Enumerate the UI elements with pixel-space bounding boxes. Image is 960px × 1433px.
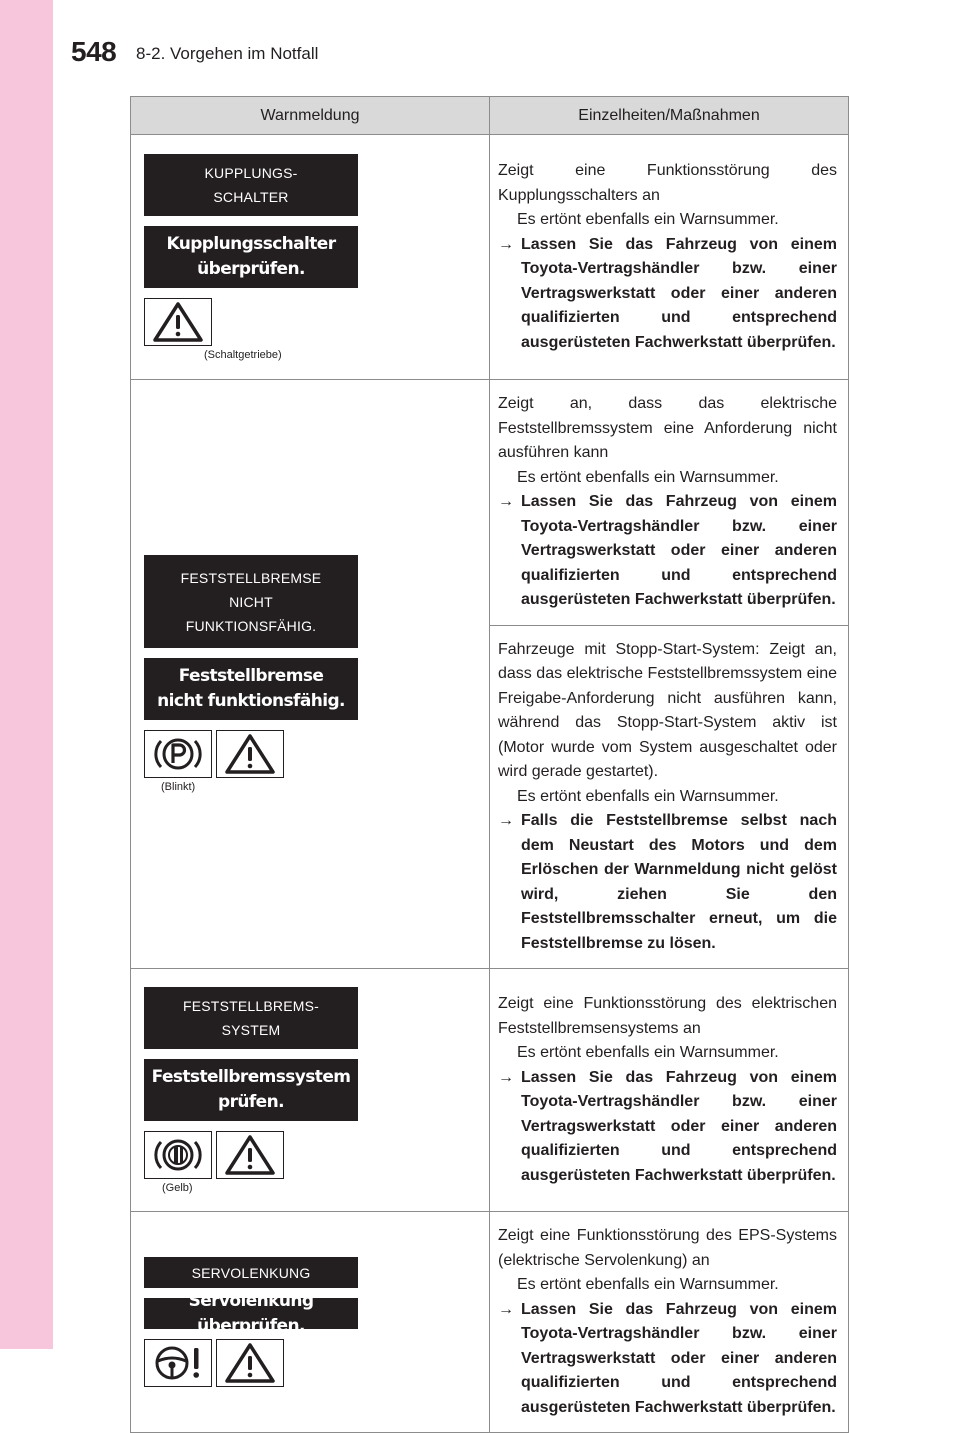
icon-row [144, 298, 489, 346]
description-text: Zeigt eine Funktionsstörung des EPS-Systems (elektrische Servolenkung) an [498, 1227, 837, 1269]
message-display-plain: KUPPLUNGS- SCHALTER [144, 154, 358, 216]
action-text [498, 490, 837, 613]
warning-message-table [130, 96, 849, 1433]
icon-row [144, 1339, 489, 1387]
side-color-strip [0, 0, 53, 1349]
table-row [131, 380, 849, 626]
arrow-icon: → [498, 1068, 514, 1086]
arrow-icon: → [498, 235, 514, 253]
brake-system-icon [144, 1131, 212, 1179]
table-row [131, 135, 849, 380]
icon-row [144, 1131, 489, 1179]
icon-note: (Blinkt) [161, 781, 196, 793]
icon-note: (Gelb) [162, 1181, 193, 1194]
header-warning-message: Warnmeldung [131, 97, 490, 135]
action-text [498, 1066, 837, 1189]
message-display-stylized: Feststellbremssystem prüfen. [144, 1059, 358, 1121]
message-cell [131, 380, 490, 969]
message-display-stylized: Kupplungsschalter überprüfen. [144, 226, 358, 288]
warning-triangle-icon [216, 1131, 284, 1179]
arrow-icon: → [498, 812, 514, 829]
page-number: 548 [71, 36, 117, 67]
warning-buzzer-note: Es ertönt ebenfalls ein Warnsummer. [517, 787, 779, 805]
arrow-icon: → [498, 493, 514, 510]
action-label: Lassen Sie das Fahrzeug von einem Toyota-Vertragshändler bzw. einer Vertragswerkstatt oder einer anderen qualifizierten und entsprechend ausgerüsteten Fachwerkstatt überprüfen. [521, 493, 837, 608]
icon-note: (Schaltgetriebe) [204, 348, 282, 361]
section-title: 8-2. Vorgehen im Notfall [136, 44, 319, 63]
warning-buzzer-note: Es ertönt ebenfalls ein Warnsummer. [517, 1276, 779, 1293]
table-header-row [131, 97, 849, 135]
warning-triangle-icon [216, 730, 284, 778]
power-steering-icon [144, 1339, 212, 1387]
header-details-actions: Einzelheiten/Maßnahmen [490, 97, 849, 135]
warning-buzzer-note: Es ertönt ebenfalls ein Warnsummer. [517, 1044, 779, 1061]
details-cell [490, 1212, 849, 1433]
parking-brake-icon [144, 730, 212, 778]
details-cell [490, 380, 849, 626]
details-cell [490, 135, 849, 380]
arrow-icon: → [498, 1300, 514, 1318]
action-label: Falls die Feststellbremse selbst nach dem Neustart des Motors und dem Erlöschen der Warnmeldung nicht gelöst wird, ziehen Sie den Feststellbremsschalter erneut, um die Feststellbremse zu lösen. [521, 812, 837, 952]
action-label: Lassen Sie das Fahrzeug von einem Toyota-Vertragshändler bzw. einer Vertragswerkstatt oder einer anderen qualifizierten und entsprechend ausgerüsteten Fachwerkstatt überprüfen. [521, 235, 837, 351]
action-text [498, 233, 837, 356]
description-text: Zeigt an, dass das elektrische Feststellbremssystem eine Anforderung nicht ausführen kann [498, 395, 837, 461]
action-text [498, 1298, 837, 1421]
icon-row [144, 730, 489, 778]
description-text: Zeigt eine Funktionsstörung des Kupplungsschalters an [498, 162, 837, 204]
details-cell [490, 625, 849, 969]
warning-buzzer-note: Es ertönt ebenfalls ein Warnsummer. [517, 468, 779, 486]
description-text: Zeigt eine Funktionsstörung des elektrischen Feststellbremsensystems an [498, 995, 837, 1037]
message-cell [131, 135, 490, 380]
message-cell [131, 969, 490, 1212]
message-display-plain: FESTSTELLBREMS- SYSTEM [144, 987, 358, 1049]
table-row [131, 1212, 849, 1433]
message-display-plain: SERVOLENKUNG [144, 1257, 358, 1288]
warning-triangle-icon [216, 1339, 284, 1387]
message-cell [131, 1212, 490, 1433]
warning-triangle-icon [144, 298, 212, 346]
warning-buzzer-note: Es ertönt ebenfalls ein Warnsummer. [517, 211, 779, 228]
table-row [131, 969, 849, 1212]
message-display-stylized: Feststellbremse nicht funktionsfähig. [144, 658, 358, 720]
details-cell [490, 969, 849, 1212]
message-display-stylized: Servolenkung überprüfen. [144, 1298, 358, 1329]
description-text: Fahrzeuge mit Stopp-Start-System: Zeigt an, dass das elektrische Feststellbremssystem eine Freigabe-Anforderung nicht ausführen kann, während das Stopp-Start-System aktiv ist (Motor wurde vom System ausgeschaltet oder wird gerade gestartet). [498, 640, 837, 780]
action-label: Lassen Sie das Fahrzeug von einem Toyota-Vertragshändler bzw. einer Vertragswerkstatt oder einer anderen qualifizierten und entsprechend ausgerüsteten Fachwerkstatt überprüfen. [521, 1068, 837, 1184]
action-label: Lassen Sie das Fahrzeug von einem Toyota-Vertragshändler bzw. einer Vertragswerkstatt oder einer anderen qualifizierten und entsprechend ausgerüsteten Fachwerkstatt überprüfen. [521, 1300, 837, 1416]
action-text [498, 809, 837, 956]
message-display-plain: FESTSTELLBREMSE NICHT FUNKTIONSFÄHIG. [144, 555, 358, 648]
